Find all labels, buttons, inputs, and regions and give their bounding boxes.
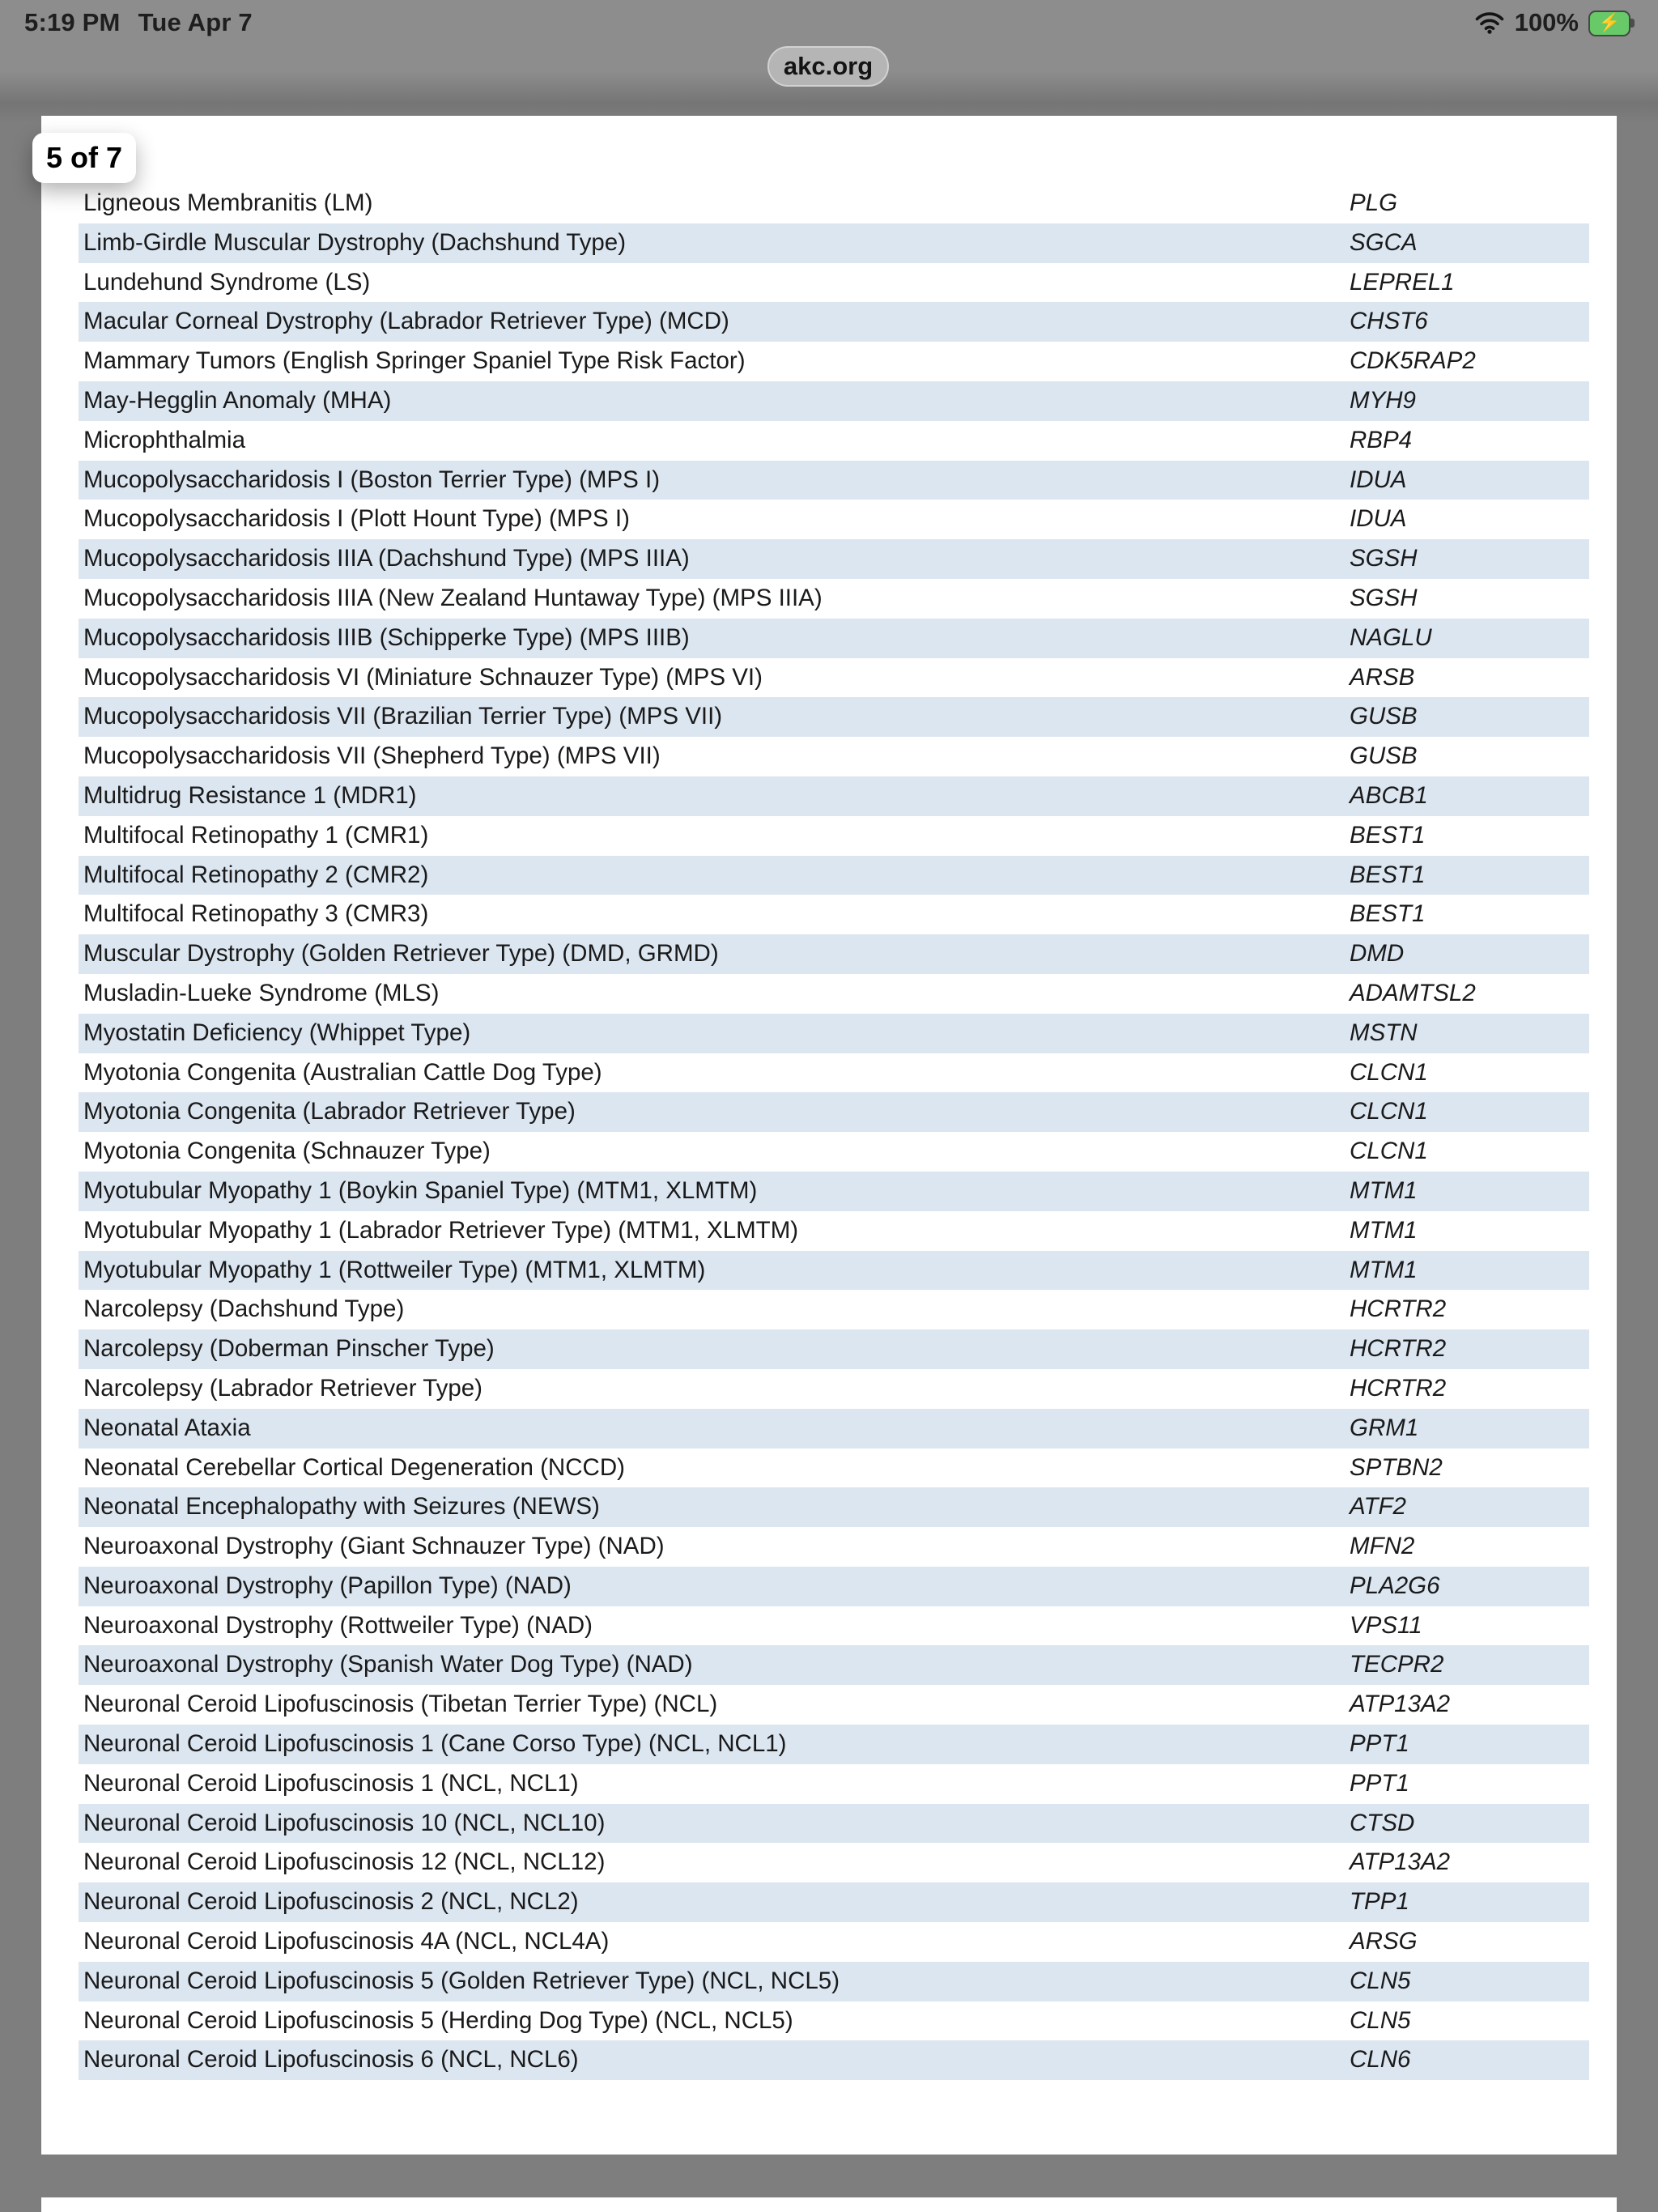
clock-time: 5:19 PM [24,8,121,36]
disease-name-cell: Multifocal Retinopathy 2 (CMR2) [83,861,429,888]
table-row [79,381,1589,421]
next-page-sliver [41,2197,1617,2212]
table-row [79,816,1589,856]
table-row [79,1172,1589,1211]
table-row [79,776,1589,816]
gene-name-cell: CLCN1 [1350,1138,1428,1165]
table-row [79,1764,1589,1804]
disease-name-cell: Multifocal Retinopathy 3 (CMR3) [83,900,429,928]
disease-name-cell: Mucopolysaccharidosis I (Plott Hount Type) (MPS I) [83,505,630,533]
disease-name-cell: Neuronal Ceroid Lipofuscinosis 5 (Golden Retriever Type) (NCL, NCL5) [83,1967,840,1994]
disease-name-cell: Neuronal Ceroid Lipofuscinosis 12 (NCL, NCL12) [83,1848,606,1876]
table-row [79,1487,1589,1527]
table-row [79,1567,1589,1606]
gene-name-cell: HCRTR2 [1350,1374,1447,1402]
gene-name-cell: MTM1 [1350,1176,1418,1204]
gene-name-cell: ATP13A2 [1350,1848,1451,1876]
disease-name-cell: Neonatal Cerebellar Cortical Degeneration (NCCD) [83,1453,625,1481]
disease-name-cell: Mucopolysaccharidosis IIIA (Dachshund Type) (MPS IIIA) [83,545,690,572]
table-row [79,1053,1589,1093]
disease-name-cell: Myotonia Congenita (Schnauzer Type) [83,1138,491,1165]
status-bar [0,0,1658,45]
table-row [79,1922,1589,1962]
table-row [79,461,1589,500]
gene-name-cell: GRM1 [1350,1414,1419,1441]
gene-name-cell: MTM1 [1350,1256,1418,1283]
table-row [79,737,1589,776]
gene-name-cell: ATF2 [1350,1493,1406,1521]
gene-name-cell: BEST1 [1350,821,1426,849]
disease-gene-table [79,184,1589,2080]
disease-name-cell: Limb-Girdle Muscular Dystrophy (Dachshund Type) [83,228,627,256]
gene-name-cell: PPT1 [1350,1730,1409,1758]
gene-name-cell: ADAMTSL2 [1350,979,1476,1006]
table-row [79,856,1589,895]
gene-name-cell: TPP1 [1350,1888,1409,1916]
disease-name-cell: Musladin-Lueke Syndrome (MLS) [83,979,440,1006]
disease-name-cell: Myotonia Congenita (Australian Cattle Dog Type) [83,1058,602,1086]
table-row [79,421,1589,461]
disease-name-cell: Neuroaxonal Dystrophy (Giant Schnauzer Type) (NAD) [83,1533,665,1560]
gene-name-cell: CLN6 [1350,2046,1411,2074]
gene-name-cell: CLCN1 [1350,1098,1428,1125]
gene-name-cell: CTSD [1350,1809,1415,1836]
table-row [79,934,1589,974]
gene-name-cell: IDUA [1350,505,1407,533]
gene-name-cell: TECPR2 [1350,1651,1444,1678]
table-row [79,302,1589,342]
table-row [79,1725,1589,1764]
disease-name-cell: Mucopolysaccharidosis I (Boston Terrier Type) (MPS I) [83,466,661,493]
gene-name-cell: CLN5 [1350,1967,1411,1994]
disease-name-cell: Mucopolysaccharidosis VII (Shepherd Type) (MPS VII) [83,742,661,770]
disease-name-cell: Neuroaxonal Dystrophy (Papillon Type) (NAD) [83,1572,572,1599]
disease-name-cell: Myotubular Myopathy 1 (Rottweiler Type) (MTM1, XLMTM) [83,1256,706,1283]
table-row [79,1014,1589,1053]
disease-name-cell: Mucopolysaccharidosis VI (Miniature Schnauzer Type) (MPS VI) [83,663,763,691]
disease-name-cell: Lundehund Syndrome (LS) [83,268,371,296]
table-row [79,539,1589,579]
gene-name-cell: MYH9 [1350,386,1416,414]
table-row [79,1251,1589,1291]
charging-bolt-icon: ⚡ [1598,12,1621,32]
gene-name-cell: CHST6 [1350,308,1428,335]
wifi-icon [1474,11,1505,34]
table-row [79,1092,1589,1132]
disease-name-cell: Neuronal Ceroid Lipofuscinosis 6 (NCL, NCL6) [83,2046,579,2074]
url-pill[interactable] [767,46,889,87]
disease-name-cell: Neuroaxonal Dystrophy (Rottweiler Type) (NAD) [83,1611,593,1639]
table-row [79,1132,1589,1172]
gene-name-cell: LEPREL1 [1350,268,1455,296]
table-row [79,184,1589,223]
disease-name-cell: May-Hegglin Anomaly (MHA) [83,386,392,414]
table-row [79,658,1589,698]
table-row [79,263,1589,303]
table-row [79,895,1589,934]
disease-name-cell: Mucopolysaccharidosis IIIB (Schipperke Type) (MPS IIIB) [83,623,690,651]
disease-name-cell: Neuronal Ceroid Lipofuscinosis (Tibetan Terrier Type) (NCL) [83,1691,718,1718]
table-row [79,697,1589,737]
disease-name-cell: Multifocal Retinopathy 1 (CMR1) [83,821,429,849]
page-indicator-badge [32,133,136,183]
battery-percent-label: 100% [1514,8,1579,36]
gene-name-cell: CDK5RAP2 [1350,347,1476,375]
disease-name-cell: Myotubular Myopathy 1 (Boykin Spaniel Type) (MTM1, XLMTM) [83,1176,758,1204]
disease-name-cell: Macular Corneal Dystrophy (Labrador Retriever Type) (MCD) [83,308,729,335]
battery-icon [1588,11,1635,35]
table-row [79,2040,1589,2080]
gene-name-cell: MTM1 [1350,1216,1418,1244]
gene-name-cell: BEST1 [1350,900,1426,928]
table-row [79,619,1589,658]
table-row [79,1409,1589,1448]
table-row [79,1527,1589,1567]
gene-name-cell: GUSB [1350,703,1418,730]
gene-name-cell: PLA2G6 [1350,1572,1440,1599]
table-row [79,974,1589,1014]
gene-name-cell: MFN2 [1350,1533,1415,1560]
gene-name-cell: SPTBN2 [1350,1453,1443,1481]
disease-name-cell: Narcolepsy (Dachshund Type) [83,1295,405,1323]
gene-name-cell: ARSG [1350,1928,1418,1955]
gene-name-cell: IDUA [1350,466,1407,493]
disease-name-cell: Myotubular Myopathy 1 (Labrador Retriever Type) (MTM1, XLMTM) [83,1216,799,1244]
disease-name-cell: Neonatal Encephalopathy with Seizures (NEWS) [83,1493,600,1521]
gene-name-cell: CLCN1 [1350,1058,1428,1086]
gene-name-cell: GUSB [1350,742,1418,770]
clock-date: Tue Apr 7 [138,8,253,36]
gene-name-cell: ATP13A2 [1350,1691,1451,1718]
disease-name-cell: Neuronal Ceroid Lipofuscinosis 1 (Cane Corso Type) (NCL, NCL1) [83,1730,787,1758]
disease-name-cell: Ligneous Membranitis (LM) [83,189,373,216]
table-row [79,1645,1589,1685]
gene-name-cell: SGCA [1350,228,1418,256]
disease-name-cell: Neuronal Ceroid Lipofuscinosis 2 (NCL, NCL2) [83,1888,579,1916]
gene-name-cell: HCRTR2 [1350,1335,1447,1363]
gene-name-cell: HCRTR2 [1350,1295,1447,1323]
gene-name-cell: DMD [1350,940,1405,968]
disease-name-cell: Narcolepsy (Labrador Retriever Type) [83,1374,483,1402]
disease-name-cell: Multidrug Resistance 1 (MDR1) [83,781,417,809]
table-row [79,342,1589,381]
table-row [79,1962,1589,2001]
table-row [79,1685,1589,1725]
disease-name-cell: Mucopolysaccharidosis IIIA (New Zealand Huntaway Type) (MPS IIIA) [83,584,823,611]
disease-name-cell: Microphthalmia [83,426,246,453]
gene-name-cell: ABCB1 [1350,781,1428,809]
gene-name-cell: SGSH [1350,545,1418,572]
table-row [79,223,1589,263]
disease-name-cell: Mucopolysaccharidosis VII (Brazilian Terrier Type) (MPS VII) [83,703,723,730]
disease-name-cell: Neuronal Ceroid Lipofuscinosis 10 (NCL, NCL10) [83,1809,606,1836]
table-row [79,1606,1589,1646]
gene-name-cell: BEST1 [1350,861,1426,888]
gene-name-cell: RBP4 [1350,426,1413,453]
table-row [79,2001,1589,2041]
table-row [79,579,1589,619]
status-right [1474,8,1635,37]
table-row [79,1843,1589,1882]
table-row [79,1290,1589,1329]
disease-name-cell: Neuroaxonal Dystrophy (Spanish Water Dog Type) (NAD) [83,1651,693,1678]
gene-name-cell: SGSH [1350,584,1418,611]
table-row [79,1804,1589,1844]
table-row [79,1882,1589,1922]
gene-name-cell: MSTN [1350,1019,1418,1046]
gene-name-cell: CLN5 [1350,2006,1411,2034]
table-row [79,500,1589,539]
disease-name-cell: Neuronal Ceroid Lipofuscinosis 5 (Herding Dog Type) (NCL, NCL5) [83,2006,793,2034]
gene-name-cell: VPS11 [1350,1611,1422,1639]
table-row [79,1329,1589,1369]
gene-name-cell: ARSB [1350,663,1415,691]
disease-name-cell: Neonatal Ataxia [83,1414,251,1441]
disease-name-cell: Muscular Dystrophy (Golden Retriever Type) (DMD, GRMD) [83,940,719,968]
disease-name-cell: Neuronal Ceroid Lipofuscinosis 1 (NCL, NCL1) [83,1769,579,1797]
status-left [24,8,253,37]
gene-name-cell: PLG [1350,189,1398,216]
disease-name-cell: Neuronal Ceroid Lipofuscinosis 4A (NCL, NCL4A) [83,1928,610,1955]
page-indicator-label: 5 of 7 [45,141,123,174]
disease-name-cell: Myotonia Congenita (Labrador Retriever Type) [83,1098,576,1125]
table-row [79,1369,1589,1409]
gene-name-cell: PPT1 [1350,1769,1409,1797]
url-pill-label: akc.org [783,52,874,80]
table-row [79,1211,1589,1251]
disease-name-cell: Myostatin Deficiency (Whippet Type) [83,1019,471,1046]
disease-name-cell: Mammary Tumors (English Springer Spaniel Type Risk Factor) [83,347,746,375]
disease-name-cell: Narcolepsy (Doberman Pinscher Type) [83,1335,495,1363]
gene-name-cell: NAGLU [1350,623,1432,651]
document-page [41,116,1617,2155]
table-row [79,1448,1589,1488]
